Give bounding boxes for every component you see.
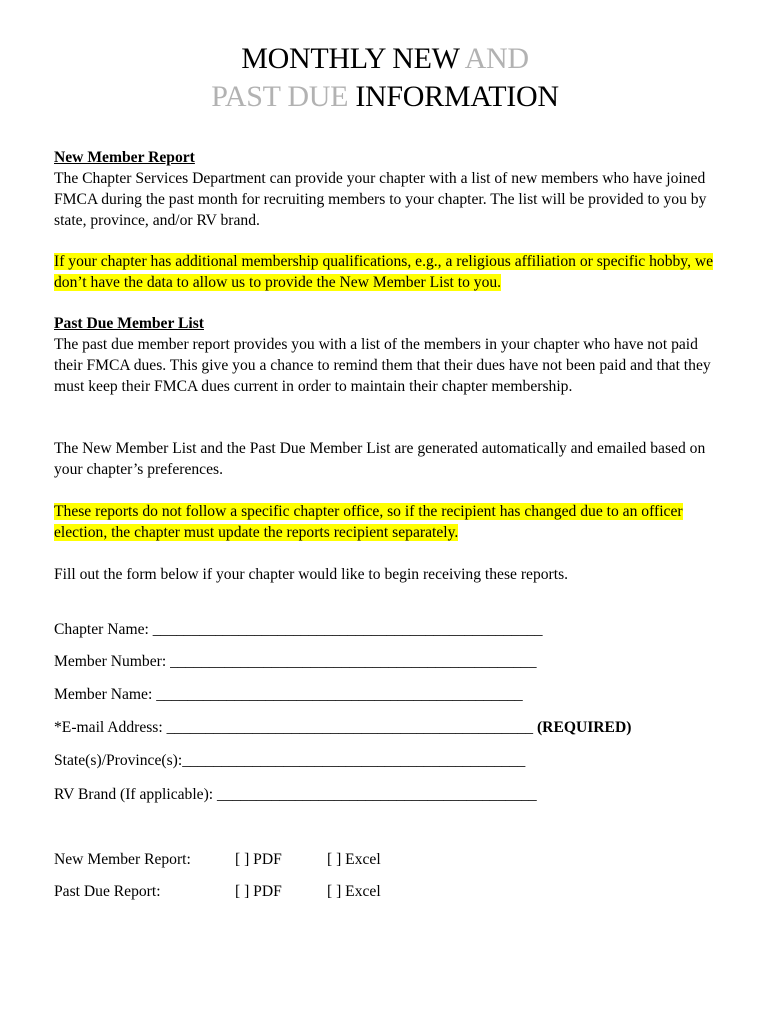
email-field[interactable]: _______________________________________________ <box>166 719 534 736</box>
new-member-section <box>54 147 724 231</box>
email-required-note: (REQUIRED) <box>536 719 632 736</box>
member-number-label: Member Number: <box>54 653 167 670</box>
office-note <box>54 501 734 543</box>
title-part-past-due: PAST DUE <box>211 80 349 113</box>
past-due-body: The past due member report provides you with a list of the members in your chapter who have not paid their FMCA dues. This give you a chance to remind them that their dues have not been paid and that they must keep their FMCA dues current in order to maintain their chapter membership. <box>54 336 711 395</box>
new-member-note <box>54 251 724 293</box>
past-due-section <box>54 313 724 397</box>
member-number-row <box>54 651 537 673</box>
past-due-format-label: Past Due Report: <box>54 883 161 900</box>
member-name-label: Member Name: <box>54 686 153 703</box>
title-part-information: INFORMATION <box>355 80 559 113</box>
member-name-field[interactable]: _______________________________________________ <box>156 686 523 703</box>
states-row <box>54 750 525 772</box>
new-member-pdf-checkbox[interactable]: [ ] PDF <box>235 851 282 868</box>
auto-paragraph: The New Member List and the Past Due Member List are generated automatically and emailed based on your chapter’s preferences. <box>54 440 706 478</box>
new-member-heading: New Member Report <box>54 149 195 166</box>
email-label: *E-mail Address: <box>54 719 163 736</box>
email-row <box>54 717 631 739</box>
chapter-name-label: Chapter Name: <box>54 621 149 638</box>
rv-brand-label: RV Brand (If applicable): <box>54 786 214 803</box>
rv-brand-row <box>54 784 537 806</box>
new-member-format-label: New Member Report: <box>54 851 191 868</box>
chapter-name-row <box>54 619 543 641</box>
office-note-text: These reports do not follow a specific chapter office, so if the recipient has changed due to an officer election, the chapter must update the reports recipient separately. <box>54 503 683 541</box>
member-number-field[interactable]: _______________________________________________ <box>170 653 537 670</box>
past-due-excel-checkbox[interactable]: [ ] Excel <box>327 883 381 900</box>
fill-out-instruction: Fill out the form below if your chapter would like to begin receiving these reports. <box>54 566 569 583</box>
title-part-and: AND <box>464 42 529 75</box>
new-member-excel-checkbox[interactable]: [ ] Excel <box>327 851 381 868</box>
rv-brand-field[interactable]: _________________________________________ <box>217 786 537 803</box>
page-title-line-1 <box>0 39 770 79</box>
past-due-pdf-checkbox[interactable]: [ ] PDF <box>235 883 282 900</box>
chapter-name-field[interactable]: __________________________________________________ <box>152 621 543 638</box>
past-due-heading: Past Due Member List <box>54 315 204 332</box>
states-field[interactable]: ____________________________________________ <box>182 752 526 769</box>
new-member-body: The Chapter Services Department can provide your chapter with a list of new members who have joined FMCA during the past month for recruiting members to your chapter. The list will be provided to you by state, province, and/or RV brand. <box>54 170 707 229</box>
states-label: State(s)/Province(s): <box>54 752 183 769</box>
new-member-note-text: If your chapter has additional membership qualifications, e.g., a religious affiliation or specific hobby, we don’t have the data to allow us to provide the New Member List to you. <box>54 253 714 291</box>
member-name-row <box>54 684 523 706</box>
title-part-monthly-new: MONTHLY NEW <box>241 42 460 75</box>
page-title-line-2 <box>0 77 770 117</box>
